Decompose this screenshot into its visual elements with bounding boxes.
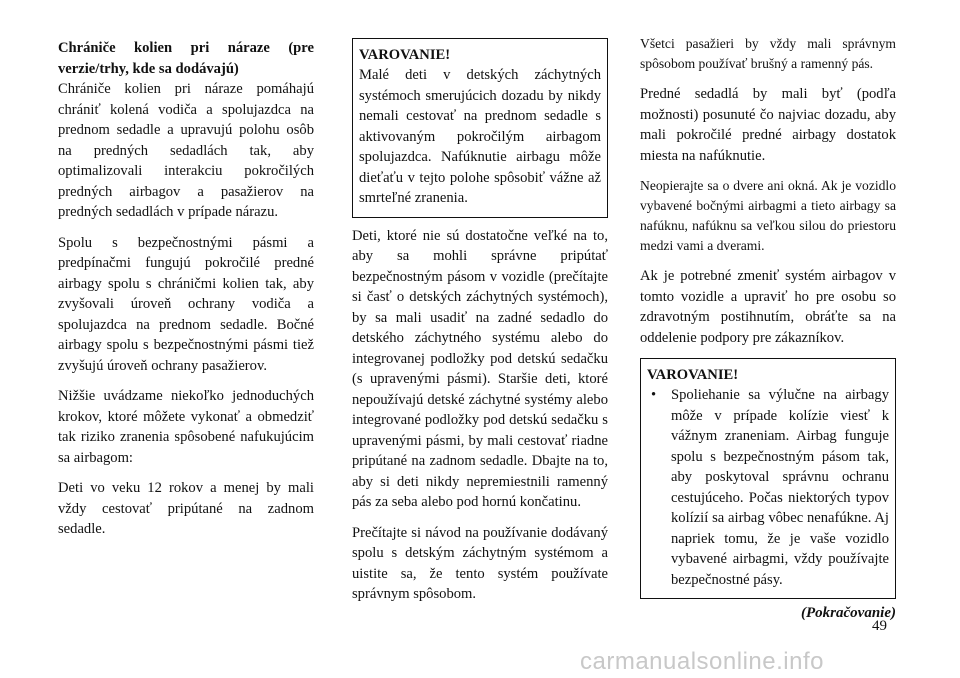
paragraph: Predné sedadlá by mali byť (podľa možnosti) posunuté čo najviac dozadu, aby mali pokročilé predné airbagy dostatok miesta na nafúknutie. xyxy=(640,86,896,164)
warning-box xyxy=(640,358,896,599)
warning-title: VAROVANIE! xyxy=(359,47,451,63)
paragraph: Deti vo veku 12 rokov a menej by mali vždy cestovať pripútané na zadnom sedadle. xyxy=(58,480,314,537)
page-number: 49 xyxy=(872,618,887,634)
warning-item-text: Spoliehanie sa výlučne na airbagy môže v prípade kolízie viesť k vážnym zraneniam. Airbag funguje spolu s bezpečnostným pásom tak, aby poskytoval správnu ochranu cestujúceho. Počas niektorých typov kolízií sa airbag vôbec nenafúkne. Aj napriek tomu, že je vaše vozidlo vybavené airbagmi, vždy používajte bezpečnostné pásy. xyxy=(671,387,889,588)
section-heading: Chrániče kolien pri náraze (pre verzie/trhy, kde sa dodávajú) xyxy=(58,40,314,77)
warning-list-item xyxy=(647,385,889,590)
warning-list xyxy=(647,385,889,590)
warning-title: VAROVANIE! xyxy=(647,367,739,383)
paragraph: Prečítajte si návod na používanie dodávaný spolu s detským záchytným systémom a uistite sa, že tento systém používate správnym spôsobom. xyxy=(352,524,608,602)
bullet-icon: • xyxy=(651,387,657,403)
paragraph: Ak je potrebné zmeniť systém airbagov v tomto vozidle a upraviť ho pre osobu so zdravotným postihnutím, obráťte sa na oddelenie podpory pre zákazníkov. xyxy=(640,268,896,346)
paragraph: Neopierajte sa o dvere ani okná. Ak je vozidlo vybavené bočnými airbagmi a tieto airbagy sa nafúknu, nafúknu sa veľkou silou do priestoru medzi vami a dverami. xyxy=(640,178,896,253)
watermark: carmanualsonline.info xyxy=(580,648,824,675)
paragraph: Nižšie uvádzame niekoľko jednoduchých krokov, ktoré môžete vykonať a obmedziť tak riziko zranenia spôsobené nafukujúcim sa airbagom: xyxy=(58,388,314,466)
middle-column xyxy=(352,38,608,615)
paragraph: Deti, ktoré nie sú dostatočne veľké na to, aby sa mohli správne pripútať bezpečnostným pásom v vozidle (prečítajte si časť o detských záchytných systémoch), by sa mali usadiť na zadné sedadlo do detského záchytného systému alebo do integrovanej podložky pod detskú sedačku (s upravenými pásmi). Staršie deti, ktoré nepoužívajú detské záchytné systémy alebo integrované podložky pod detskú sedačku s upravenými pásmi, by mali cestovať riadne pripútané na zadnom sedadle. Dbajte na to, aby si deti nikdy nepremiestnili ramenný pás za seba alebo pod hornú končatinu. xyxy=(352,227,608,510)
warning-text: Malé deti v detských záchytných systémoch smerujúcich dozadu by nikdy nemali cestovať na prednom sedadle s aktivovaným pokročilým airbagom spolujazdca. Nafúknutie airbagu môže dieťaťu v tejto polohe spôsobiť vážne až smrteľné zranenia. xyxy=(359,67,601,206)
paragraph: Všetci pasažieri by vždy mali správnym spôsobom používať brušný a ramenný pás. xyxy=(640,36,896,71)
paragraph: Chrániče kolien pri náraze pomáhajú chrániť kolená vodiča a spolujazdca na prednom sedadle a upravujú polohu osôb na predných sedadlách tak, aby optimalizovali interakciu pokročilých predných airbagov a pasažierov na predných sedadlách v prípade nárazu. xyxy=(58,81,314,220)
paragraph: Spolu s bezpečnostnými pásmi a predpínačmi fungujú pokročilé predné airbagy spolu s chráničmi kolien tak, aby zvyšovali úroveň ochrany vodiča a spolujazdca na prednom sedadle. Bočné airbagy spolu s bezpečnostnými pásmi tiež zvyšujú úroveň ochrany pasažierov. xyxy=(58,234,314,374)
warning-box xyxy=(352,38,608,218)
left-column xyxy=(58,38,314,550)
continued-label: (Pokračovanie) xyxy=(801,605,896,621)
right-column xyxy=(640,34,896,622)
